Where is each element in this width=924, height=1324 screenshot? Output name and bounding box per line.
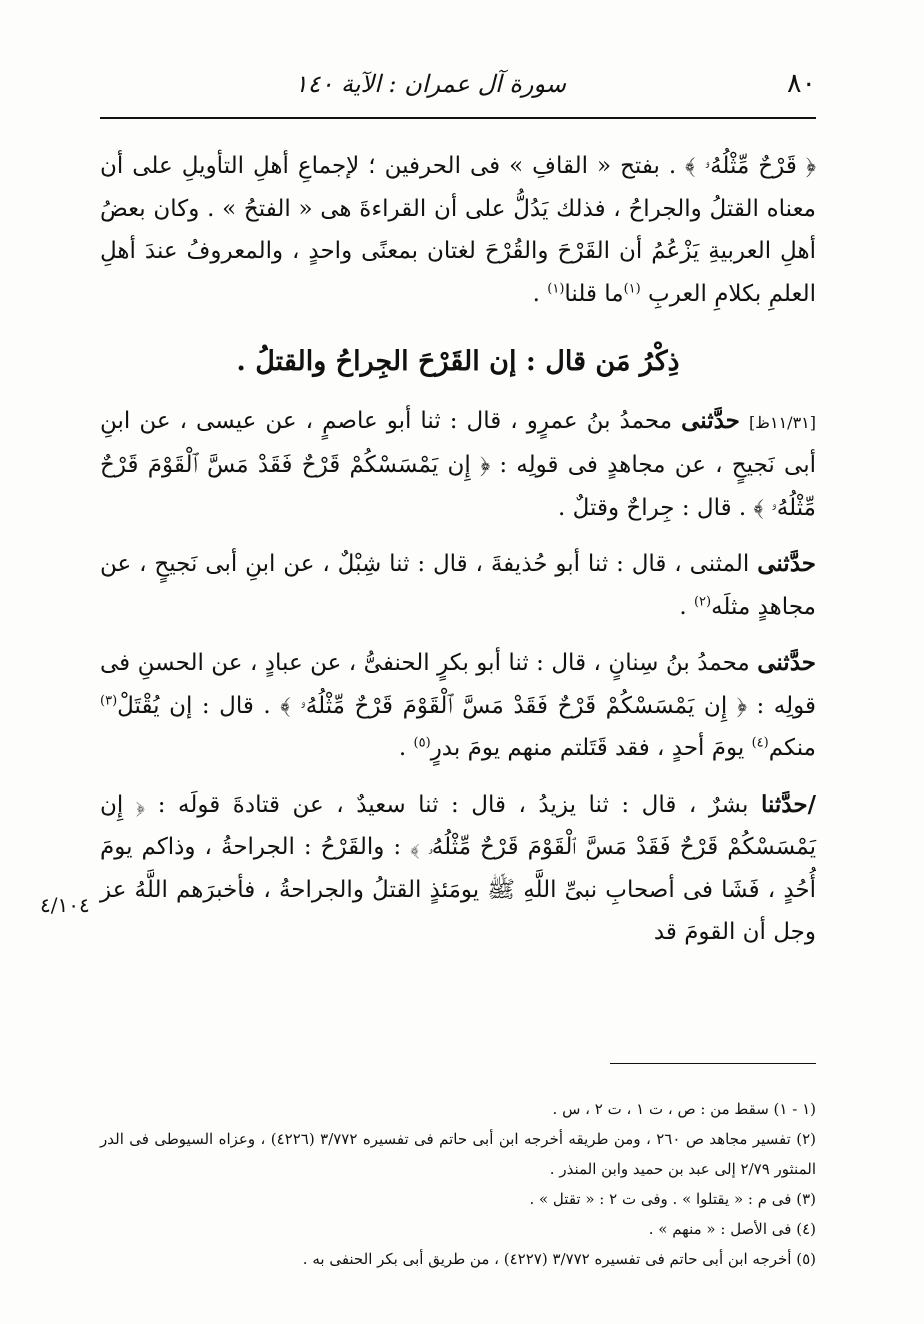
paragraph-4 [100, 642, 816, 770]
paragraph-text: . قال : إن يُقْتَلْ [117, 692, 281, 719]
section-heading: ذِكْرُ مَن قال : إن القَرْحَ الجِراحُ والقتلُ . [236, 346, 680, 377]
margin-volume-reference: ٤/١٠٤ [40, 893, 90, 917]
paragraph-3 [100, 543, 816, 628]
paragraph-text: . بفتح « القافِ » فى الحرفين ؛ لإجماعِ أهلِ التأويلِ على أن معناه القتلُ والجراحُ ، فذلك يَدُلُّ على أن القراءةَ هى « الفتحُ » . وكان بعضُ أهلِ العربيةِ يَزْعُمُ أن القَرْحَ والقُرْحَ لغتان بمعنًى واحدٍ ، والمعروفُ عندَ أهلِ العلمِ بكلامِ العربِ [100, 153, 816, 307]
paragraph-text: بشرٌ ، قال : ثنا يزيدُ ، قال : ثنا سعيدٌ ، عن قتادةَ قولَه : [145, 791, 761, 818]
narration-lead: /حدَّثنا [760, 790, 816, 818]
paragraph-text: . [398, 735, 414, 761]
main-text [100, 145, 816, 954]
paragraph-text: . [679, 593, 694, 620]
quran-verse: ﴿ إِن يَمْسَسْكُمْ قَرْحٌ فَقَدْ مَسَّ ٱلْقَوْمَ قَرْحٌ مِّثْلُهُۥ ﴾ [100, 452, 816, 521]
narration-lead: حدَّثنى [757, 649, 816, 676]
footnote-marker: (١) [623, 280, 641, 296]
paragraph-1 [100, 145, 816, 315]
quran-verse: ﴿ إِن يَمْسَسْكُمْ قَرْحٌ فَقَدْ مَسَّ ٱلْقَوْمَ قَرْحٌ مِّثْلُهُۥ ﴾ [280, 692, 747, 719]
paragraph-text: محمدُ بنُ سِنانٍ ، قال : ثنا أبو بكرٍ الحنفىُّ ، عن عبادٍ ، عن الحسنِ فى قولِه : [100, 650, 816, 719]
footnote-3: (٣) فى م : « يقتلوا » . وفى ت ٢ : « تقتل » . [529, 1190, 816, 1208]
footnote-marker: (١) [547, 280, 565, 296]
quran-verse: ﴿ إِن يَمْسَسْكُمْ قَرْحٌ فَقَدْ مَسَّ ٱلْقَوْمَ قَرْحٌ مِّثْلُهُۥ ﴾ [100, 791, 816, 860]
narration-lead: حدَّثنى [757, 550, 816, 577]
footnote-marker: (٥) [413, 735, 431, 751]
paragraph-text: منكم [768, 735, 816, 761]
paragraph-5 [100, 784, 816, 954]
paragraph-text: : والقَرْحُ : الجراحةُ ، وذاكم يومَ أُحُدٍ ، فَشَا فى أصحابِ نبىِّ اللَّهِ ﷺ يومَئذٍ القتلُ والجراحةُ ، فأخبرَهم اللَّهُ عز وجل أن القومَ قد [100, 834, 816, 945]
running-title: سورة آل عمران : الآية ١٤٠ [294, 70, 566, 98]
paragraph-2 [100, 400, 816, 530]
footnote-4: (٤) فى الأصل : « منهم » . [648, 1220, 816, 1238]
footnote-5: (٥) أخرجه ابن أبى حاتم فى تفسيره ٣/٧٧٢ (٤٢٢٧) ، من طريق أبى بكر الحنفى به . [302, 1250, 816, 1268]
paragraph-text: . [532, 280, 548, 307]
paragraph-text: . قال : جِراحٌ وقتلٌ . [557, 494, 754, 521]
paragraph-text: يومَ أحدٍ ، فقد قَتَلتم منهم يومَ بدرٍ [430, 735, 752, 761]
page-header [100, 68, 816, 108]
page-number: ٨٠ [786, 68, 816, 99]
narration-lead: حدَّثنى [681, 406, 740, 434]
paragraph-text: المثنى ، قال : ثنا أبو حُذيفةَ ، قال : ثنا شِبْلٌ ، عن ابنِ أبى نَجيحٍ ، عن مجاهدٍ مثلَه [100, 551, 816, 620]
header-rule [100, 117, 816, 119]
paragraph-text: محمدُ بنُ عمرٍو ، قال : ثنا أبو عاصمٍ ، عن عيسى ، عن ابنِ أبى نَجيحٍ ، عن مجاهدٍ فى قولِه : [100, 407, 816, 478]
footnote-marker: (٢) [693, 593, 712, 609]
footnote-marker: (٣) [100, 692, 118, 708]
footnote-1: (١ - ١) سقط من : ص ، ت ١ ، ت ٢ ، س . [552, 1100, 816, 1118]
paragraph-text: ما قلنا [564, 280, 624, 307]
folio-reference: [١١/٣١ظ] [748, 412, 816, 432]
footnote-rule [610, 1063, 816, 1064]
footnotes [100, 1094, 816, 1274]
footnote-2: (٢) تفسير مجاهد ص ٢٦٠ ، ومن طريقه أخرجه ابن أبى حاتم فى تفسيره ٣/٧٧٢ (٤٢٢٦) ، وعزاه السيوطى فى الدر المنثور ٢/٧٩ إلى عبد بن حميد وابن المنذر . [100, 1130, 817, 1178]
quran-verse: ﴿ قَرْحٌ مِّثْلُهُۥ ﴾ [685, 153, 816, 179]
footnote-marker: (٤) [751, 735, 769, 751]
